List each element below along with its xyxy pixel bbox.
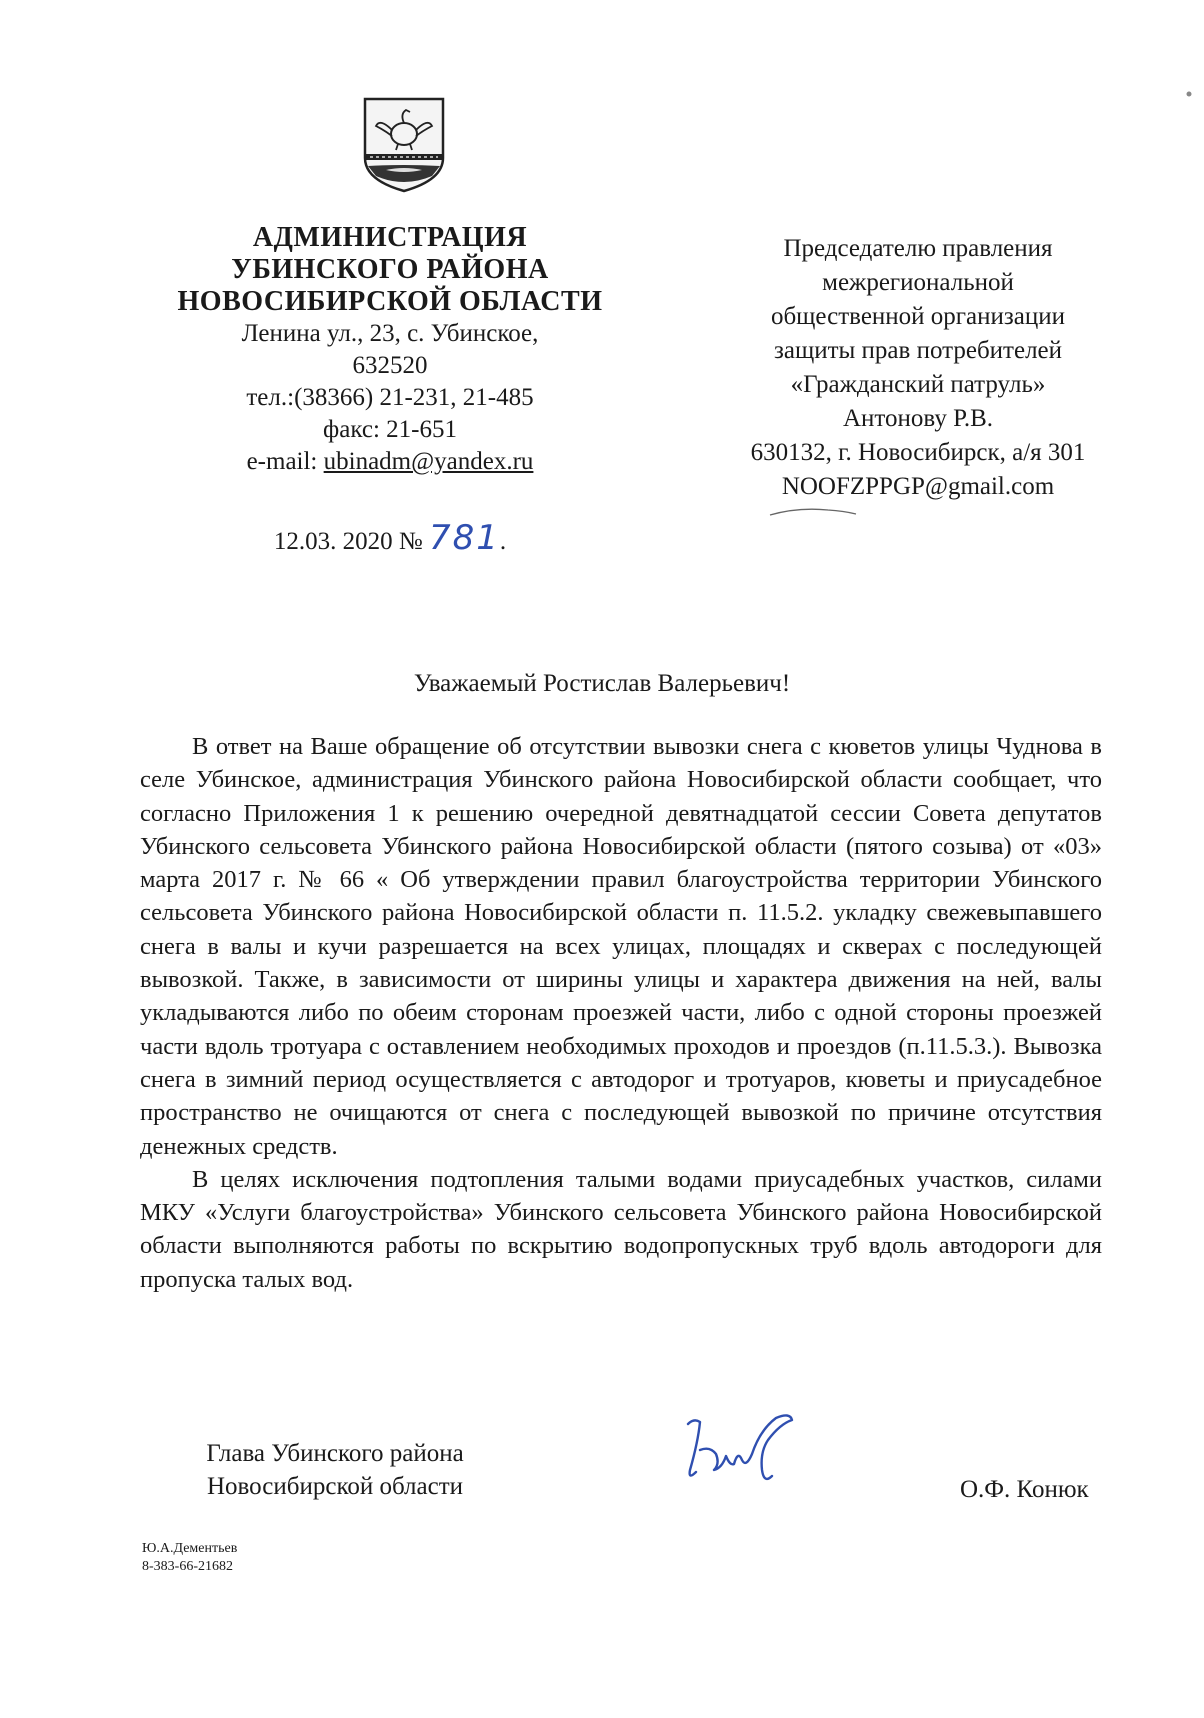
sender-postcode: 632520 — [352, 352, 428, 379]
pen-stroke-mark — [768, 505, 858, 519]
recipient-line3: общественной организации — [770, 303, 1066, 330]
coat-of-arms-heron-icon — [362, 96, 446, 194]
recipient-line4: защиты прав потребителей — [773, 337, 1063, 364]
sender-email-line — [150, 446, 630, 478]
org-name-line3: НОВОСИБИРСКОЙ ОБЛАСТИ — [177, 286, 603, 317]
letter-body — [140, 730, 1102, 1296]
recipient-line5: «Гражданский патруль» — [790, 371, 1046, 398]
recipient-block — [700, 232, 1136, 504]
date-number-line — [150, 518, 630, 558]
signatory-position — [170, 1437, 500, 1503]
org-name-line2: УБИНСКОГО РАЙОНА — [231, 254, 549, 285]
recipient-address: 630132, г. Новосибирск, а/я 301 — [750, 439, 1086, 466]
signatory-position-line1: Глава Убинского района — [206, 1440, 464, 1467]
email-label: e-mail: — [246, 448, 324, 475]
signatory-position-line2: Новосибирской области — [206, 1473, 464, 1500]
executor-block — [142, 1540, 237, 1576]
handwritten-letter-number: 781 — [428, 518, 500, 558]
recipient-email: NOOFZPPGP@gmail.com — [781, 473, 1055, 500]
body-paragraph-2: В целях исключения подтопления талыми водами приусадебных участков, силами МКУ «Услуги благоустройства» Убинского сельсовета Убинского района Новосибирской области выполняются работы по вскрытию водопропускных труб вдоль автодороги для пропуска талых вод. — [140, 1165, 1102, 1293]
body-paragraph-1: В ответ на Ваше обращение об отсутствии вывозки снега с кюветов улицы Чуднова в селе Убинское, администрация Убинского района Новосибирской области сообщает, что согласно Приложения 1 к решению очередной девятнадцатой сессии Совета депутатов Убинского сельсовета Убинского района Новосибирской области (пятого созыва) от «03» марта 2017 г. № 66 « Об утверждении правил благоустройства территории Убинского сельсовета Убинского района Новосибирской области п. 11.5.2. укладку свежевыпавшего снега в валы и кучи разрешается на всех улицах, площадях и скверах с последующей вывозкой. Также, в зависимости от ширины улицы и характера движения на ней, валы укладываются либо по обеим сторонам проезжей части, либо с одной стороны проезжей части вдоль тротуара с оставлением необходимых проходов и проездов (п.11.5.3.). Вывозка снега в зимний период осуществляется с автодорог и тротуаров, кюветы и приусадебное пространство не очищаются от снега с последующей вывозкой по причине отсутствия денежных средств. — [140, 733, 1102, 1160]
sender-email-link[interactable]: ubinadm@yandex.ru — [323, 448, 534, 475]
handwritten-signature-icon — [680, 1410, 810, 1490]
greeting: Уважаемый Ростислав Валерьевич! — [413, 670, 791, 697]
scan-edge-mark — [1184, 90, 1194, 98]
handwritten-dot: . — [499, 528, 507, 555]
sender-phone: тел.:(38366) 21-231, 21-485 — [246, 384, 534, 411]
sender-fax: факс: 21-651 — [323, 416, 457, 443]
executor-name: Ю.А.Дементьев — [142, 1541, 238, 1556]
recipient-line1: Председателю правления — [783, 235, 1053, 262]
sender-address-line1: Ленина ул., 23, с. Убинское, — [241, 320, 539, 347]
executor-phone: 8-383-66-21682 — [142, 1559, 233, 1574]
org-name-line1: АДМИНИСТРАЦИЯ — [252, 222, 528, 253]
sender-block — [150, 222, 630, 478]
letter-date-number: 12.03. 2020 № — [273, 528, 423, 555]
recipient-line2: межрегиональной — [822, 269, 1014, 296]
recipient-name: Антонову Р.В. — [842, 405, 994, 432]
signatory-name: О.Ф. Конюк — [960, 1476, 1089, 1503]
